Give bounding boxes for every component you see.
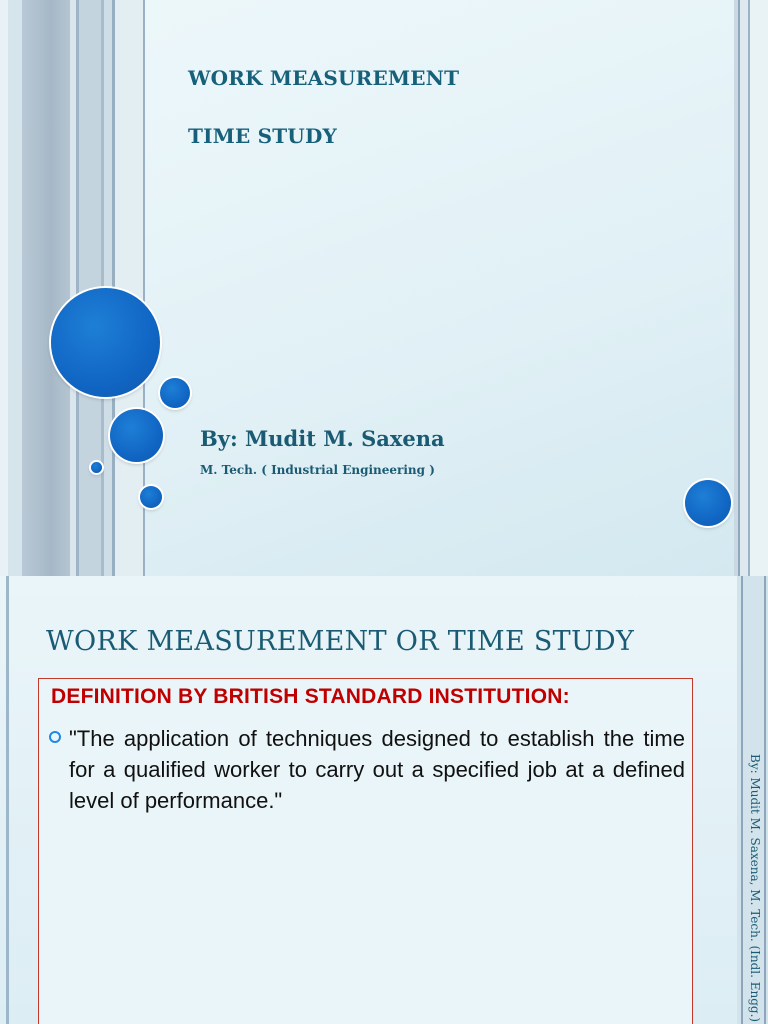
author-degree: M. Tech. ( Industrial Engineering ) [200,463,435,477]
side-caption-container [744,752,764,1024]
small-circle-decoration [140,486,162,508]
right-border-line [764,576,766,1024]
stripe [0,0,8,576]
hollow-circle-bullet-icon [49,731,61,743]
stripe [22,0,70,576]
left-border-line [6,576,9,1024]
definition-slide [0,576,768,1024]
definition-heading: DEFINITION BY BRITISH STANDARD INSTITUTION: [51,685,570,708]
medium-circle-decoration [110,409,163,462]
slide-title-line-2: TIME STUDY [188,124,337,148]
small-circle-decoration [160,378,190,408]
author-name: By: Mudit M. Saxena [200,426,445,451]
stripe [8,0,22,576]
left-decorative-stripes [0,0,150,576]
right-edge-stripe [740,0,748,576]
tiny-circle-decoration [91,462,102,473]
right-circle-decoration [685,480,731,526]
right-border-line [741,576,743,1024]
stripe [115,0,143,576]
slide-title-line-1: WORK MEASUREMENT [188,66,460,90]
definition-box [38,678,693,1024]
large-circle-decoration [51,288,160,397]
slide-title: WORK MEASUREMENT OR TIME STUDY [46,626,635,657]
side-caption: By: Mudit M. Saxena, M. Tech. (Indl. Engg.) [748,754,762,1023]
definition-text: "The application of techniques designed to establish the time for a qualified worker to carry out a specified job at a defined level of performance." [69,726,685,813]
right-edge-stripe [750,0,768,576]
